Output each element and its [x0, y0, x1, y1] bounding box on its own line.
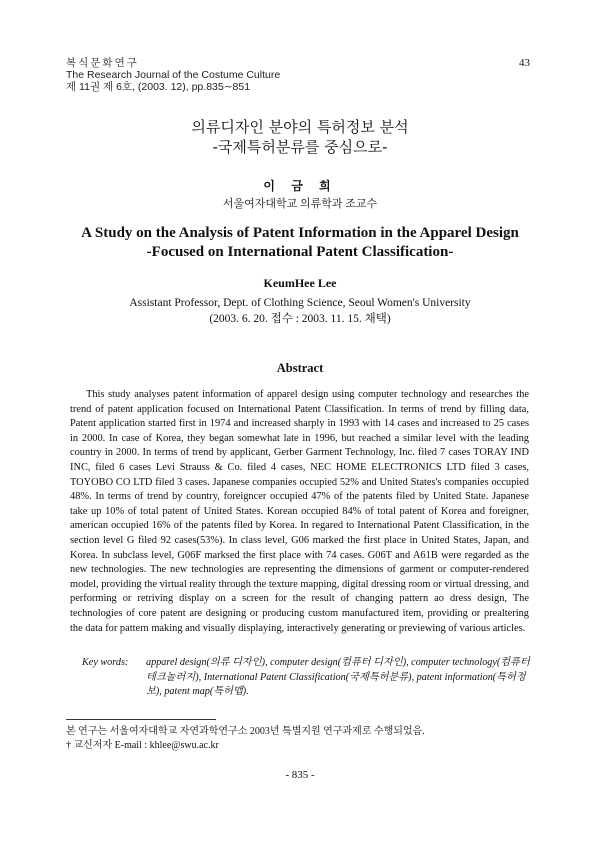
keywords-label: Key words:	[82, 657, 129, 668]
abstract-heading: Abstract	[276, 361, 324, 375]
affiliation-en: Assistant Professor, Dept. of Clothing Science, Seoul Women's University	[129, 297, 471, 309]
affiliation-en-block	[0, 295, 600, 327]
title-ko	[0, 117, 600, 157]
footnote-corresponding-author: † 교신저자 E-mail : khlee@swu.ac.kr	[66, 740, 219, 751]
journal-header	[66, 57, 280, 93]
keywords	[82, 656, 530, 700]
title-ko-line1: 의류디자인 분야의 특허정보 분석	[191, 118, 409, 136]
received-accepted-dates: (2003. 6. 20. 접수 : 2003. 11. 15. 채택)	[209, 313, 391, 325]
title-en	[0, 224, 600, 262]
page-number-bottom: - 835 -	[285, 769, 315, 781]
author-ko: 이 금 희	[263, 179, 337, 193]
footnote-funding: 본 연구는 서울여자대학교 자연과학연구소 2003년 특별지원 연구과제로 수행되었음.	[66, 726, 425, 737]
journal-name-en: The Research Journal of the Costume Culture	[66, 69, 281, 81]
page-number-top: 43	[519, 57, 530, 69]
footnotes	[66, 725, 425, 753]
affiliation-ko: 서울여자대학교 의류학과 조교수	[222, 198, 378, 210]
author-en: KeumHee Lee	[263, 276, 337, 290]
title-en-line2: -Focused on International Patent Classification-	[146, 244, 454, 260]
keywords-text: apparel design(의류 디자인), computer design(컴퓨터 디자인), computer technology(컴퓨터 테크놀러지), International Patent Classification(국제특허분류), patent information(특허정보), patent map(특허맵).	[146, 657, 530, 698]
journal-name-ko: 복식문화연구	[66, 57, 139, 69]
abstract-text: This study analyses patent information of apparel design using computer technology and researches the trend of patent application focused on International Patent Classification. In terms of trend by filling data, Patent application started first in 1974 and increased sharply in 1993 with 14 cases and increased to 25 cases in 2000. In case of Korea, they began somewhat late in 1996, but reached a similar level with the leading country in 2000. In terms of trend by applicant, Gerber Garment Technology, Inc. filed 7 cases TORAY IND INC, filed 6 cases Levi Strauss & Co. filed 4 cases, NEC HOME ELECTRONICS LTD filed 3 cases, TOYOBO CO LTD filed 3 cases. Japanese companies occupied 52% and United States's companies occupied 48%. In terms of trend by country, foreigncer occupied 47% of the patents filed by United State. Japanese take up 10% of total patent of United States. Korean occupied 84% of total patent of Korea and foreigner, american occupied 16% of the patents filed by Korea. In regared to International Patent Classification, in the section level G filed 92 cases(53%). In class level, G06 marked the first place in United States, Japan, and Korea. In subclass level, G06F marksed the first place with 74 cases. G06T and A61B were regarded as the new technologies. The new technologies are representing the dimensions of garment or computer-rendered model, providing the virtual reality through the texture mapping, digital dressing room or virtual dressing, and performing or retriving display on a screen for the result of changing pattern ao dress design, The technologies of core patent are designing or producing custom manufactured item, providing or prealtering the data for pattern making and visually displaying, interactively generating or previewing of various articles.	[70, 389, 529, 634]
title-ko-line2: -국제특허분류를 중심으로-	[212, 138, 388, 156]
footnote-divider	[66, 719, 216, 720]
title-en-line1: A Study on the Analysis of Patent Information in the Apparel Design	[81, 225, 519, 241]
journal-volume: 제 11권 제 6호, (2003. 12), pp.835∼851	[66, 81, 251, 93]
